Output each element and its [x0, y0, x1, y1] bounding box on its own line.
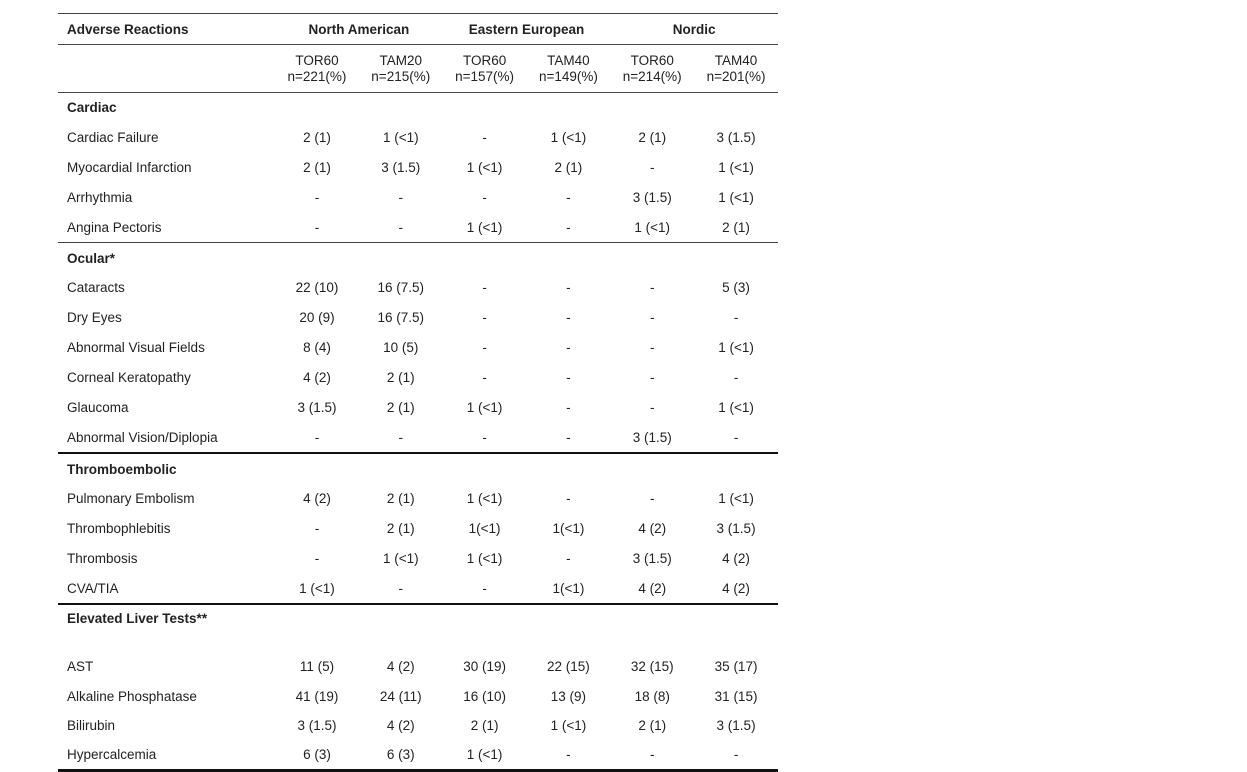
- table-cell: 13 (9): [550, 688, 587, 704]
- table-cell: 3 (1.5): [716, 718, 756, 734]
- table-cell: 2 (1): [386, 521, 415, 537]
- table-cell: 2 (1): [694, 212, 778, 242]
- table-cell: 1 (<1): [550, 718, 587, 734]
- table-cell: 5 (3): [722, 280, 750, 296]
- table-cell: 1 (<1): [718, 399, 754, 415]
- table-cell: -: [566, 399, 571, 415]
- table-cell: 3 (1.5): [381, 160, 421, 176]
- table-cell: -: [649, 340, 655, 356]
- table-cell: -: [694, 741, 778, 771]
- table-row: [58, 651, 778, 681]
- table-row: [58, 711, 778, 741]
- table-row: [58, 212, 778, 242]
- table-cell: 4 (2): [386, 718, 415, 734]
- table-cell: 24 (11): [379, 688, 422, 704]
- section-row: [58, 243, 778, 273]
- table-cell: 3 (1.5): [297, 718, 337, 734]
- header-arm: [275, 45, 359, 93]
- table-cell: 2 (1): [638, 718, 667, 734]
- table-cell: -: [482, 310, 487, 326]
- arm-n: n=214(%): [622, 68, 682, 84]
- arm-n: n=149(%): [538, 68, 598, 84]
- table-row: [58, 741, 778, 771]
- table-cell: 3 (1.5): [716, 130, 756, 146]
- table-cell: -: [482, 130, 487, 146]
- table-cell: -: [314, 189, 320, 205]
- row-label: Abnormal Visual Fields: [67, 340, 205, 356]
- header-arm: [610, 45, 694, 93]
- table-cell: 3 (1.5): [632, 189, 672, 205]
- row-label: Corneal Keratopathy: [67, 370, 191, 386]
- table-cell: -: [275, 422, 359, 453]
- table-cell: -: [314, 551, 320, 567]
- table-row: [58, 333, 778, 363]
- table-row: [58, 681, 778, 711]
- table-cell: -: [649, 491, 655, 507]
- header-adverse-reactions: Adverse Reactions: [58, 14, 275, 45]
- table-cell: 4 (2): [303, 491, 331, 507]
- table-cell: 41 (19): [295, 688, 339, 704]
- table-row: [58, 574, 778, 605]
- arm-n: n=221(%): [287, 68, 347, 84]
- table-cell: 2 (1): [638, 130, 667, 146]
- table-cell: -: [649, 370, 655, 386]
- table-row: [58, 544, 778, 574]
- table-cell: 1 (<1): [466, 551, 503, 567]
- header-arm: [443, 45, 527, 93]
- table-cell: 1(<1): [468, 521, 501, 537]
- table-cell: -: [649, 399, 655, 415]
- row-label: Bilirubin: [67, 718, 116, 734]
- table-cell: -: [359, 212, 443, 242]
- table-cell: 4 (2): [722, 551, 750, 567]
- table-cell: 1 (<1): [443, 212, 527, 242]
- table-cell: 6 (3): [275, 741, 359, 771]
- table-cell: 30 (19): [463, 658, 506, 674]
- row-label: Arrhythmia: [67, 189, 133, 205]
- table-cell: -: [482, 340, 487, 356]
- row-label: Cataracts: [67, 280, 125, 296]
- section-row: [58, 93, 778, 123]
- table-cell: 4 (2): [386, 658, 415, 674]
- row-label: Glaucoma: [67, 399, 129, 415]
- table-row: [58, 183, 778, 213]
- table-row: [58, 392, 778, 422]
- section-title: Ocular*: [67, 250, 116, 266]
- table-cell: -: [443, 574, 527, 605]
- table-cell: -: [526, 741, 610, 771]
- table-cell: -: [482, 189, 487, 205]
- table-cell: -: [566, 280, 571, 296]
- table-cell: -: [649, 280, 655, 296]
- row-label: Alkaline Phosphatase: [67, 688, 197, 704]
- row-label: AST: [67, 658, 94, 674]
- table-cell: -: [649, 160, 655, 176]
- arm-name: TOR60: [462, 52, 507, 68]
- table-cell: 31 (15): [714, 688, 758, 704]
- arm-n: n=201(%): [706, 68, 766, 84]
- section-row: [58, 604, 778, 651]
- row-label: CVA/TIA: [58, 574, 275, 605]
- table-row: [58, 273, 778, 303]
- header-group-north-american: North American: [275, 14, 443, 45]
- table-cell: 1 (<1): [382, 551, 419, 567]
- table-row: [58, 422, 778, 453]
- table-cell: 6 (3): [359, 741, 443, 771]
- table-cell: 10 (5): [383, 340, 419, 356]
- table-cell: 1 (<1): [550, 130, 587, 146]
- table-cell: -: [526, 212, 610, 242]
- table-cell: -: [482, 280, 487, 296]
- arm-name: TAM40: [547, 52, 590, 68]
- table-cell: -: [359, 574, 443, 605]
- arm-name: TOR60: [630, 52, 674, 68]
- table-cell: 1 (<1): [466, 399, 503, 415]
- table-cell: 2 (1): [470, 718, 499, 734]
- header-group-eastern-european: Eastern European: [443, 14, 611, 45]
- section-title: Elevated Liver Tests**: [67, 611, 208, 627]
- table-cell: 2 (1): [386, 399, 415, 415]
- table-cell: 1 (<1): [718, 491, 754, 507]
- table-cell: -: [566, 370, 571, 386]
- table-cell: 1(<1): [552, 521, 585, 537]
- header-row-arms: [58, 45, 778, 93]
- table-cell: 2 (1): [554, 160, 583, 176]
- table-cell: -: [610, 741, 694, 771]
- header-group-nordic: Nordic: [610, 14, 778, 45]
- row-label: Angina Pectoris: [58, 212, 275, 242]
- section-title: Cardiac: [67, 100, 117, 116]
- table-cell: 3 (1.5): [716, 521, 756, 537]
- table-row: [58, 363, 778, 393]
- table-cell: 35 (17): [714, 658, 758, 674]
- table-cell: -: [566, 551, 571, 567]
- arm-name: TAM20: [379, 52, 423, 68]
- table-cell: 22 (10): [295, 280, 339, 296]
- table-cell: -: [694, 422, 778, 453]
- table-cell: 3 (1.5): [632, 551, 672, 567]
- table-cell: -: [398, 189, 404, 205]
- row-label: Thrombophlebitis: [67, 521, 171, 537]
- row-label: Abnormal Vision/Diplopia: [58, 422, 275, 453]
- table-cell: 1 (<1): [443, 741, 527, 771]
- table-body: [58, 93, 778, 771]
- arm-n: n=215(%): [371, 68, 431, 84]
- table-cell: -: [566, 340, 571, 356]
- arm-name: TOR60: [295, 52, 339, 68]
- header-arm: [359, 45, 443, 93]
- table-cell: 2 (1): [386, 491, 415, 507]
- table-cell: 1 (<1): [382, 130, 419, 146]
- table-cell: 4 (2): [610, 574, 694, 605]
- table-cell: 1 (<1): [718, 340, 754, 356]
- table-cell: 16 (7.5): [377, 280, 425, 296]
- table-cell: 1(<1): [526, 574, 610, 605]
- arm-name: TAM40: [714, 52, 758, 68]
- arm-n: n=157(%): [455, 68, 515, 84]
- table-row: [58, 514, 778, 544]
- row-label: Dry Eyes: [67, 310, 122, 326]
- table-cell: 1 (<1): [718, 189, 754, 205]
- table-cell: 18 (8): [634, 688, 670, 704]
- table-cell: -: [275, 212, 359, 242]
- table-row: [58, 153, 778, 183]
- table-cell: 4 (2): [303, 370, 331, 386]
- header-arm-blank: [58, 45, 275, 93]
- table-cell: 3 (1.5): [610, 422, 694, 453]
- table-cell: 16 (7.5): [377, 310, 425, 326]
- table-cell: -: [649, 310, 655, 326]
- table-cell: 1 (<1): [718, 160, 754, 176]
- table-cell: 11 (5): [299, 658, 335, 674]
- table-cell: 3 (1.5): [297, 399, 337, 415]
- table-cell: -: [443, 422, 527, 453]
- header-arm: [526, 45, 610, 93]
- table-row: [58, 303, 778, 333]
- table-cell: -: [566, 189, 571, 205]
- row-label: Cardiac Failure: [67, 130, 159, 146]
- table-cell: 1 (<1): [610, 212, 694, 242]
- row-label: Thrombosis: [67, 551, 138, 567]
- header-arm: [694, 45, 778, 93]
- header-row-groups: [58, 14, 778, 45]
- table-cell: 20 (9): [299, 310, 335, 326]
- table-cell: 1 (<1): [466, 491, 503, 507]
- table-cell: -: [733, 370, 739, 386]
- table-cell: -: [359, 422, 443, 453]
- table-cell: 2 (1): [303, 160, 331, 176]
- section-row: [58, 453, 778, 484]
- table-cell: -: [482, 370, 487, 386]
- table-cell: 2 (1): [303, 130, 331, 146]
- table-cell: 22 (15): [547, 658, 590, 674]
- table-row: [58, 123, 778, 153]
- row-label: Hypercalcemia: [58, 741, 275, 771]
- row-label: Pulmonary Embolism: [67, 491, 195, 507]
- table-cell: 16 (10): [463, 688, 506, 704]
- table-cell: 1 (<1): [275, 574, 359, 605]
- section-title: Thromboembolic: [67, 461, 177, 477]
- adverse-reactions-document: [58, 13, 778, 772]
- table-cell: 8 (4): [303, 340, 331, 356]
- row-label: Myocardial Infarction: [67, 160, 192, 176]
- adverse-reactions-table: [58, 13, 778, 772]
- table-cell: -: [733, 310, 739, 326]
- table-cell: -: [314, 521, 320, 537]
- table-cell: 4 (2): [638, 521, 667, 537]
- table-cell: -: [566, 310, 571, 326]
- table-cell: 4 (2): [694, 574, 778, 605]
- table-row: [58, 484, 778, 514]
- table-cell: 32 (15): [630, 658, 674, 674]
- table-cell: 1 (<1): [466, 160, 503, 176]
- table-cell: 2 (1): [386, 370, 415, 386]
- table-cell: -: [526, 422, 610, 453]
- table-cell: -: [566, 491, 571, 507]
